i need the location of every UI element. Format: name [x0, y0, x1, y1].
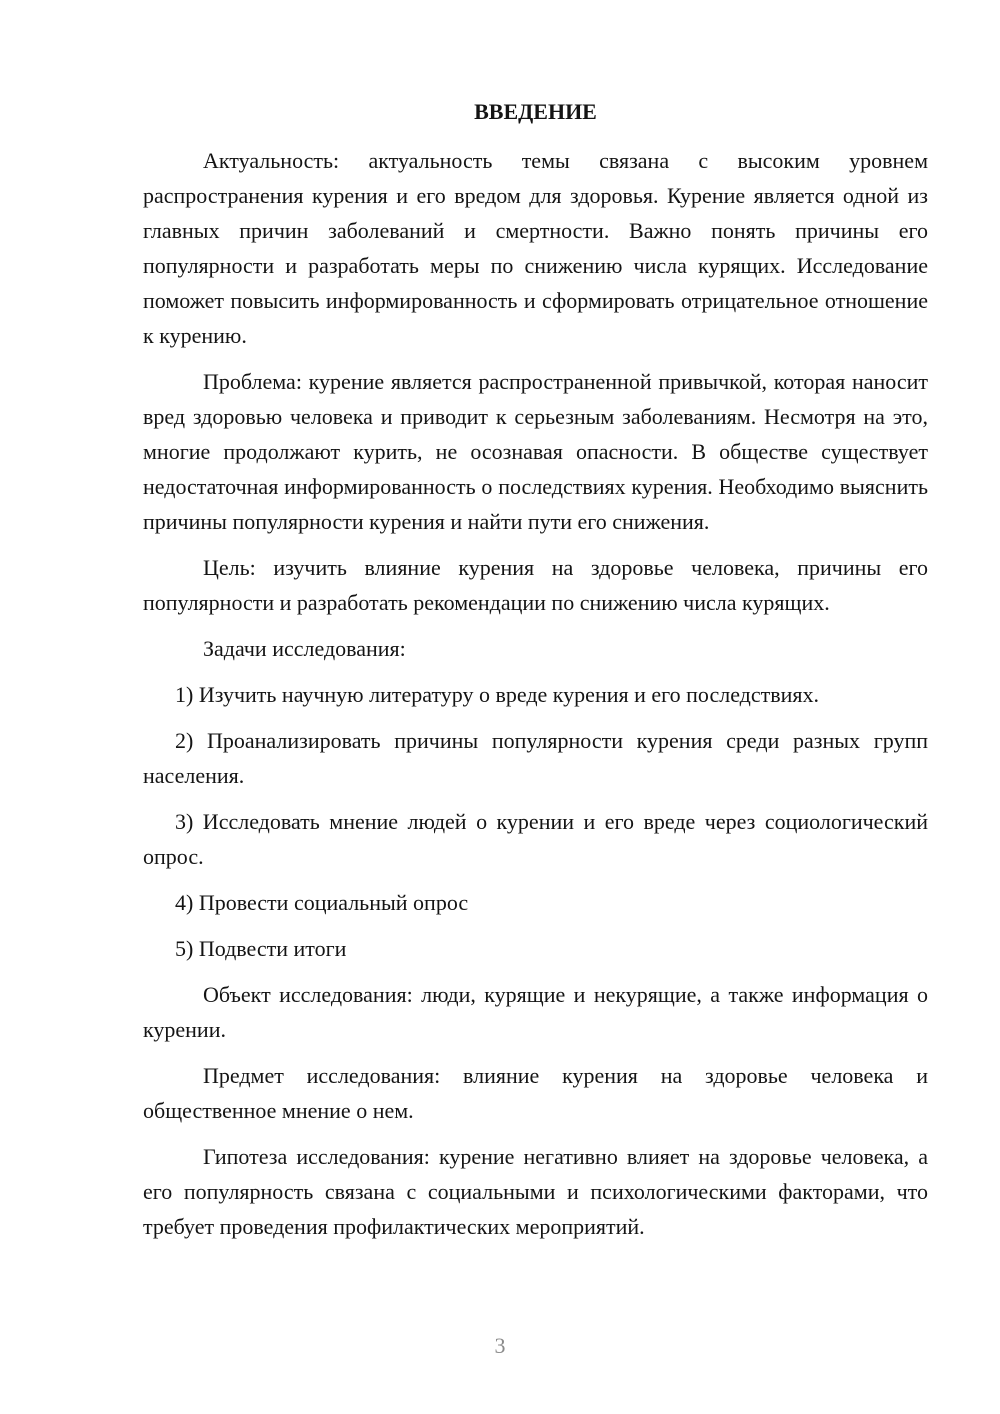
section-heading: ВВЕДЕНИЕ [474, 99, 597, 124]
task-item-3: 3) Исследовать мнение людей о курении и его вреде через социологический опрос. [143, 809, 928, 869]
document-page [143, 94, 928, 1255]
task-item-4: 4) Провести социальный опрос [175, 890, 469, 915]
paragraph-tasks-title: Задачи исследования: [203, 636, 406, 661]
task-item-2: 2) Проанализировать причины популярности курения среди разных групп населения. [143, 728, 928, 788]
page-number: 3 [494, 1333, 506, 1358]
paragraph-problem: Проблема: курение является распространенной привычкой, которая наносит вред здоровью человека и приводит к серьезным заболеваниям. Несмотря на это, многие продолжают курить, не осознавая опасности. В обществе существует недостаточная информированность о последствиях курения. Необходимо выяснить причины популярности курения и найти пути его снижения. [143, 369, 928, 534]
paragraph-relevance: Актуальность: актуальность темы связана с высоким уровнем распространения курения и его вредом для здоровья. Курение является одной из главных причин заболеваний и смертности. Важно понять причины его популярности и разработать меры по снижению числа курящих. Исследование поможет повысить информированность и сформировать отрицательное отношение к курению. [143, 148, 928, 348]
paragraph-subject: Предмет исследования: влияние курения на здоровье человека и общественное мнение о нем. [143, 1063, 928, 1123]
task-item-1: 1) Изучить научную литературу о вреде курения и его последствиях. [175, 682, 820, 707]
paragraph-object: Объект исследования: люди, курящие и некурящие, а также информация о курении. [143, 982, 928, 1042]
paragraph-hypothesis: Гипотеза исследования: курение негативно влияет на здоровье человека, а его популярность связана с социальными и психологическими факторами, что требует проведения профилактических мероприятий. [143, 1144, 928, 1239]
task-item-5: 5) Подвести итоги [175, 936, 347, 961]
paragraph-goal: Цель: изучить влияние курения на здоровье человека, причины его популярности и разработать рекомендации по снижению числа курящих. [143, 555, 928, 615]
